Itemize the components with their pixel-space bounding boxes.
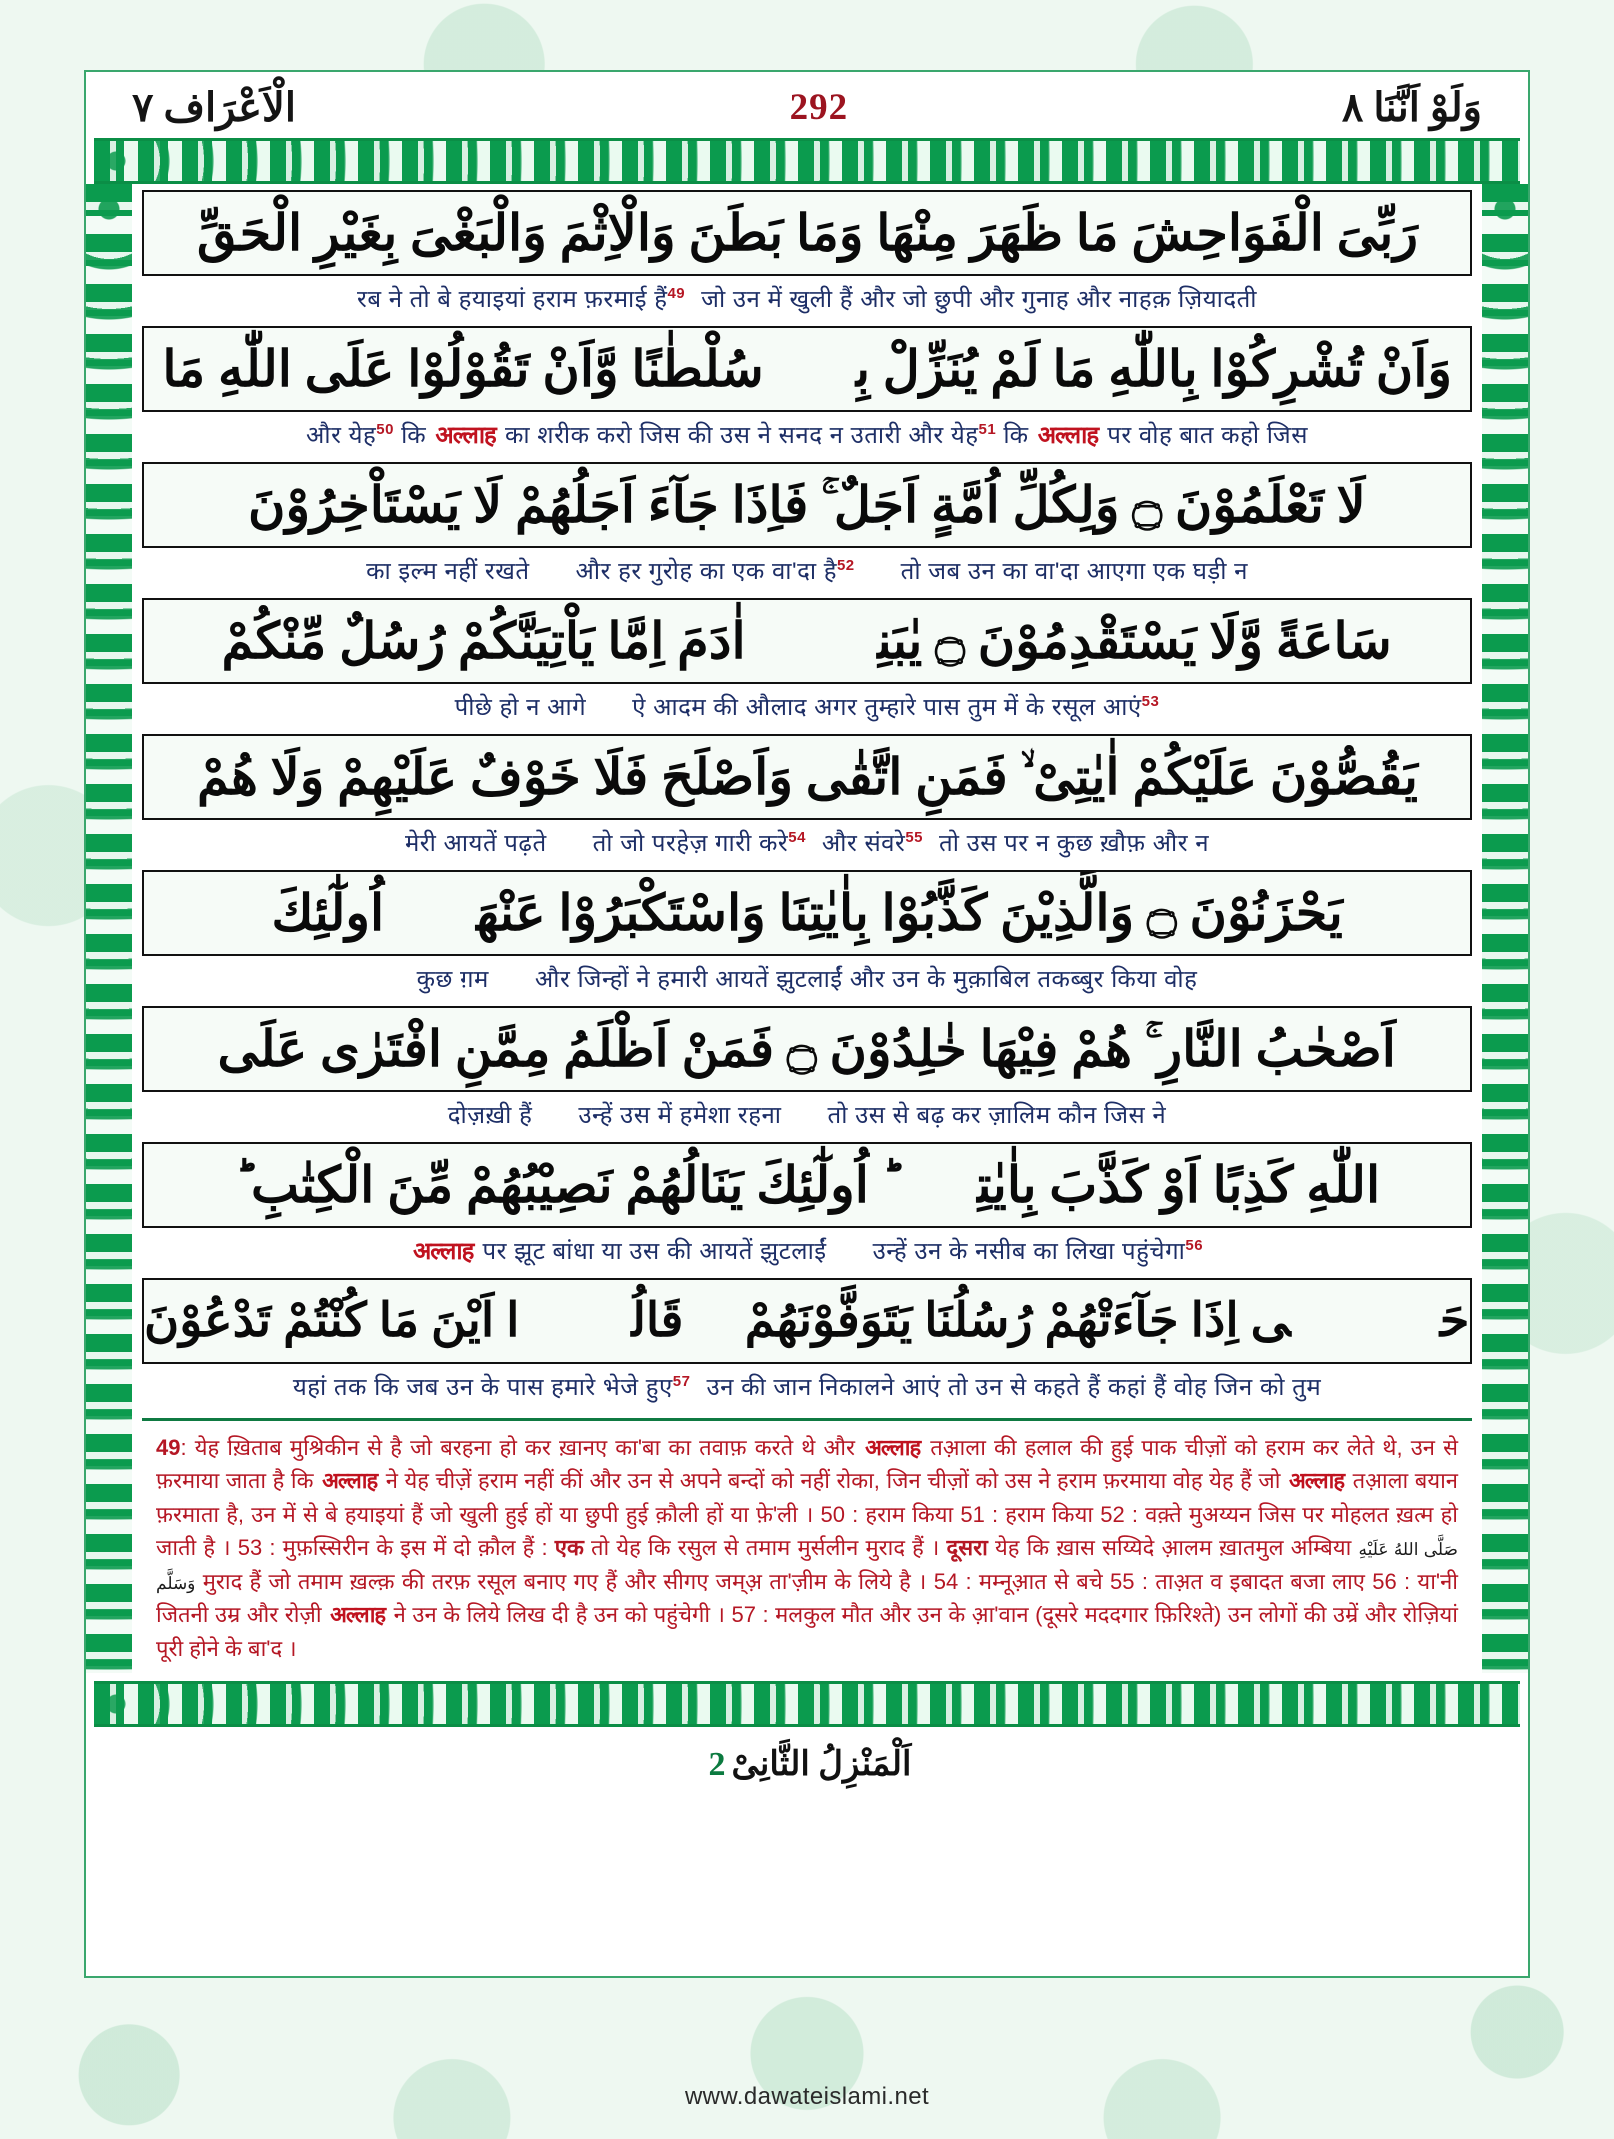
footnote-marker[interactable]: 49 [667,285,686,303]
translation-text [411,1238,1203,1265]
arabic-line [142,1278,1472,1364]
footnote-emphasis: एक [554,1535,584,1561]
arabic-line [142,462,1472,548]
translation-line [142,412,1472,460]
translation-text [405,830,1209,857]
arabic-text: وَاَنْ تُشْرِكُوْا بِاللّٰهِ مَا لَمْ يُنَزِّلْ بِهٖ سُلْطٰنًا وَّاَنْ تَقُوْلُوْا عَلَى اللّٰهِ مَا [162,341,1452,397]
translation-segment: पीछे हो न आगे [454,694,587,722]
arabic-text: سَاعَةً وَّلَا يَسْتَقْدِمُوْنَ ۝ يٰبَنِىْۤ اٰدَمَ اِمَّا يَاْتِيَنَّكُمْ رُسُلٌ مِّنْكُمْ [221,613,1393,669]
manzil-number: 2 [708,1746,726,1784]
translation-segment: मेरी आयतें पढ़ते [404,830,547,858]
allah-word: अल्लाह [1037,423,1099,450]
translation-text [455,694,1160,721]
ayah-block [142,1006,1472,1140]
arabic-line [142,190,1472,276]
translation-segment: रब ने तो बे हयाइयां हराम फ़रमाई हैं [357,286,668,314]
manzil-text [703,1744,912,1784]
top-ornamental-band [94,138,1520,184]
footnote-marker[interactable]: 55 [905,829,924,847]
ayah-block [142,190,1472,324]
translation-segment: और संवरे [821,830,906,858]
arabic-line [142,598,1472,684]
juz-name: وَلَوْ اَنَّنَا ٨ [1341,84,1482,130]
translation-segment: तो उस से बढ़ कर ज़ालिम कौन जिस ने [827,1101,1167,1129]
allah-word: अल्लाह [412,1239,474,1266]
translation-segment: तो जो परहेज़ गारी करे [592,830,789,858]
footnote-marker[interactable]: 56 [1185,1237,1204,1255]
allah-word: अल्लाह [330,1602,386,1628]
translation-segment: उन्हें उस में हमेशा रहना [578,1101,782,1129]
translation-line [142,1092,1472,1140]
footnote-text: ने उन के लिये लिख दी है उन को पहुंचेगी । 57 : मलकुल मौत और उन के आ़'वान (दूसरे मददगार फ़िरिश्ते) उन लोगों की उम्रें और रोज़ियां पूरी होने के बा'द । [156,1602,1458,1661]
ayah-block [142,734,1472,868]
translation-segment: तो उस पर न कुछ ख़ौफ़ और न [939,830,1210,858]
page-header [86,72,1528,138]
allah-word: अल्लाह [1288,1468,1344,1494]
allah-word: अल्लाह [322,1468,378,1494]
ayah-block [142,462,1472,596]
translation-segment: का शरीक करो जिस की उस ने सनद न उतारी और येह [497,422,979,450]
footnotes-block [142,1418,1472,1673]
footnote-text: तआ़ला बयान फ़रमाता है, उन में से बे हयाइयां हैं जो खुली हुई हों या छुपी हुई क़ौली हों या फ़े'ली । [156,1468,1459,1527]
translation-line [142,276,1472,324]
manzil-label: اَلْمَنْزِلُ الثَّانِىْ [731,1746,912,1784]
footnote-text: तआ़ला की हलाल की हुई पाक चीज़ों को हराम कर लेते थे, उन से फ़रमाया जाता है कि [156,1435,1458,1494]
translation-text [366,558,1248,585]
surah-name: الْاَعْرَاف ٧ [132,84,296,130]
arabic-text: يَحْزَنُوْنَ ۝ وَالَّذِيْنَ كَذَّبُوْا بِاٰيٰتِنَا وَاسْتَكْبَرُوْا عَنْهَاۤ اُولٰٓئِكَ [271,885,1343,941]
ayah-block [142,870,1472,1004]
translation-segment: जो उन में खुली हैं और जो छुपी और गुनाह और नाहक़ ज़ियादती [701,286,1257,314]
translation-line [142,548,1472,596]
footnote-text: ने येह चीज़ें हराम नहीं कीं और उन से अपने बन्दों को नहीं रोका, जिन चीज़ों को उस ने हराम फ़रमाया वोह येह हैं जो [379,1468,1287,1494]
arabic-text: يَقُصُّوْنَ عَلَيْكُمْ اٰيٰتِىْ ۙ فَمَنِ اتَّقٰى وَاَصْلَحَ فَلَا خَوْفٌ عَلَيْهِمْ وَلَا هُمْ [196,749,1418,805]
footnote-marker[interactable]: 54 [788,829,806,847]
arabic-text: اللّٰهِ كَذِبًا اَوْ كَذَّبَ بِاٰيٰتِهٖ ؕ اُولٰٓئِكَ يَنَالُهُمْ نَصِيْبُهُمْ مِّنَ الْكِتٰبِ ؕ [234,1157,1380,1213]
allah-word: अल्लाह [435,423,496,450]
footnote-marker[interactable]: 52 [836,557,855,575]
translation-text [306,422,1308,449]
salutation-glyph: صَلَّى اللهُ عَلَيْهِ وَسَلَّم [156,1540,1458,1593]
arabic-line [142,734,1472,820]
translation-segment: और जिन्हों ने हमारी आयतें झुटलाईं और उन के मुक़ाबिल तकब्बुर किया वोह [534,965,1198,993]
footnote-emphasis: दूसरा [946,1535,988,1561]
translation-segment: दोज़ख़ी हैं [447,1101,533,1129]
translation-segment: कुछ ग़म [416,965,489,993]
arabic-text: اَصْحٰبُ النَّارِ ۚ هُمْ فِيْهَا خٰلِدُوْنَ ۝ فَمَنْ اَظْلَمُ مِمَّنِ افْتَرٰى عَلَى [217,1021,1397,1077]
bottom-ornamental-band [94,1681,1520,1727]
translation-line [142,1364,1472,1412]
ayah-block [142,326,1472,460]
translation-text [293,1374,1321,1401]
arabic-text: رَبِّىَ الْفَوَاحِشَ مَا ظَهَرَ مِنْهَا وَمَا بَطَنَ وَالْاِثْمَ وَالْبَغْىَ بِغَيْرِ الْحَقِّ [196,205,1418,261]
right-ornamental-rail [1482,184,1528,1673]
translation-segment: तो जब उन का वा'दा आएगा एक घड़ी न [900,558,1248,586]
footnote-number: 49 [156,1435,181,1460]
page-number: 292 [789,86,849,128]
translation-segment: यहां तक कि जब उन के पास हमारे भेजे हुए [292,1374,673,1402]
website-url[interactable]: www.dawateislami.net [684,2083,930,2110]
footnote-text: येह कि ख़ास सय्यिदे आ़लम ख़ातमुल अम्बिया [987,1535,1359,1561]
manzil-footer [86,1727,1528,1801]
footnote-text: 54 : मम्नूआ़त से बचे 55 : ताअ़त व इबादत बजा लाए 56 : या'नी जितनी उम्र और रोज़ी [156,1568,1458,1628]
translation-line [142,820,1472,868]
translation-segment: कि [996,422,1036,450]
translation-segment: का इल्म नहीं रखते [366,558,530,586]
arabic-line [142,870,1472,956]
page-body [86,184,1528,1673]
ayah-block [142,598,1472,732]
translation-line [142,956,1472,1004]
translation-segment: उन की जान निकालने आएं तो उन से कहते हैं कहां हैं वोह जिन को तुम [706,1374,1322,1402]
arabic-text: لَا تَعْلَمُوْنَ ۝ وَلِكُلِّ اُمَّةٍ اَجَلٌ ۚ فَاِذَا جَآءَ اَجَلُهُمْ لَا يَسْتَاْخِرُوْنَ [248,477,1366,533]
translation-text [448,1103,1166,1129]
footnote-marker[interactable]: 57 [672,1373,691,1391]
translation-segment: पर वोह बात कहो जिस [1100,422,1308,450]
footnote-text: 50 : हराम किया 51 : हराम किया 52 : वक़्ते मुअय्यन जिस पर मोहलत ख़त्म हो जाती है । 53 : मुफ़स्सिरीन के इस में दो क़ौल हैं : [156,1501,1458,1561]
translation-segment: ऐ आदम की औलाद अगर तुम्हारे पास तुम में के रसूल आएं [632,694,1142,722]
footnote-marker[interactable]: 51 [978,421,997,439]
translation-segment: और येह [306,422,377,450]
translation-segment: और हर गुरोह का एक वा'दा है [575,558,837,586]
footnote-text: मुराद हैं जो तमाम ख़ल्क़ की तरफ़ रसूल बनाए गए हैं और सीगए जम्अ़ ता'ज़ीम के लिये है । [195,1568,934,1594]
footnote-marker[interactable]: 53 [1141,693,1160,711]
arabic-line [142,326,1472,412]
translation-segment: उन्हें उन के नसीब का लिखा पहुंचेगा [872,1238,1186,1266]
translation-text [417,967,1198,993]
verse-content [132,184,1482,1673]
ayah-block [142,1142,1472,1276]
translation-line [142,1228,1472,1276]
translation-segment: पर झूट बांधा या उस की आयतें झुटलाईं [475,1238,827,1266]
page-sheet [84,70,1530,1978]
left-ornamental-rail [86,184,132,1673]
ayah-block [142,1278,1472,1412]
translation-segment: कि [393,422,434,450]
arabic-line [142,1006,1472,1092]
translation-text [357,286,1257,313]
allah-word: अल्लाह [865,1435,921,1460]
footnote-text: : येह ख़िताब मुश्रिकीन से है जो बरहना हो कर ख़ानए का'बा का तवाफ़ करते थे और [180,1435,864,1460]
arabic-line [142,1142,1472,1228]
footnote-marker[interactable]: 50 [376,421,394,439]
footnote-text: तो येह कि रसुल से तमाम मुर्सलीन मुराद हैं । [583,1535,947,1561]
arabic-text: حَتّٰۤى اِذَا جَآءَتْهُمْ رُسُلُنَا يَتَوَفَّوْنَهُمْ ۙ قَالُوْۤا اَيْنَ مَا كُنْتُمْ تَدْعُوْنَ [144,1294,1470,1347]
translation-line [142,684,1472,732]
